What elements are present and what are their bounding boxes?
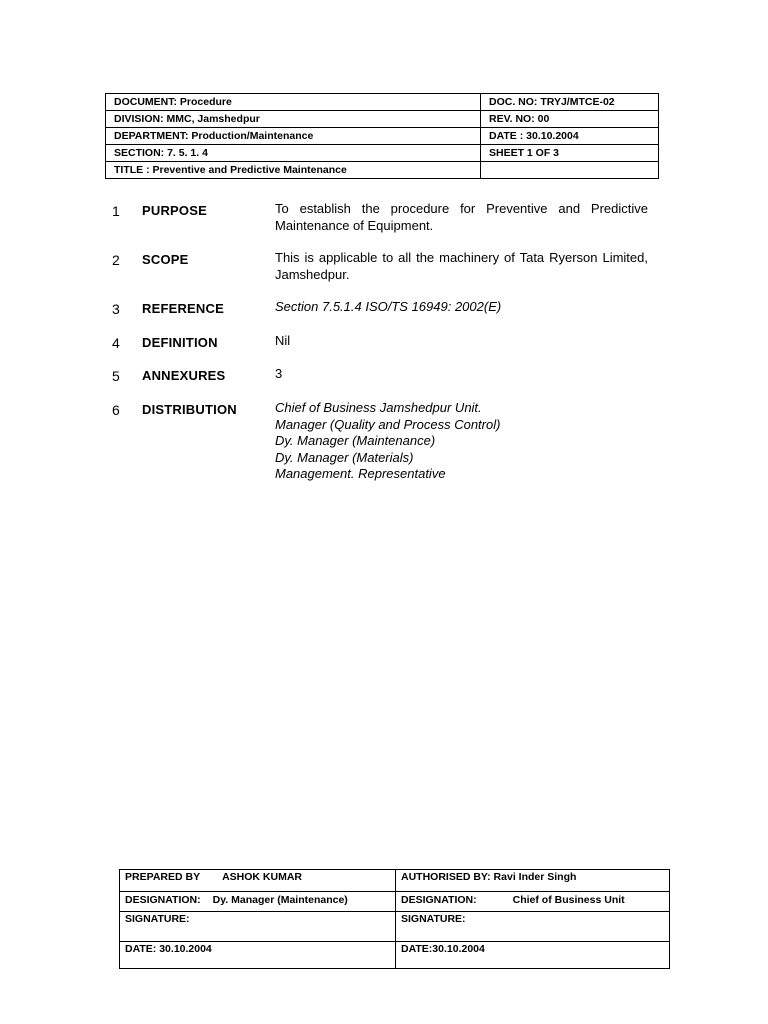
distribution-item: Manager (Quality and Process Control) — [275, 416, 501, 432]
footer-row — [120, 912, 670, 942]
header-date: DATE : 30.10.2004 — [481, 128, 659, 145]
header-section: SECTION: 7. 5. 1. 4 — [106, 145, 481, 162]
designation-right-cell — [396, 892, 670, 912]
section-value: To establish the procedure for Preventive and Predictive Maintenance of Equipment. — [275, 201, 648, 233]
prepared-by-cell — [120, 870, 396, 892]
footer-row — [120, 870, 670, 892]
header-row — [106, 145, 659, 162]
designation-label: DESIGNATION: — [125, 894, 201, 906]
prepared-by-label: PREPARED BY — [125, 871, 201, 883]
designation-right-value: Chief of Business Unit — [512, 894, 625, 906]
section-label: REFERENCE — [142, 301, 224, 316]
section-value: Nil — [275, 333, 291, 348]
section-label: DISTRIBUTION — [142, 402, 237, 417]
date-left-cell: DATE: 30.10.2004 — [120, 942, 396, 969]
section-label: PURPOSE — [142, 203, 207, 218]
distribution-item: Chief of Business Jamshedpur Unit. — [275, 400, 482, 415]
section-value: 3 — [275, 366, 283, 381]
section-number: 1 — [112, 203, 120, 219]
section-label: SCOPE — [142, 252, 189, 267]
section-number: 4 — [112, 335, 120, 351]
header-doc-no: DOC. NO: TRYJ/MTCE-02 — [481, 94, 659, 111]
designation-left-cell — [120, 892, 396, 912]
section-label: DEFINITION — [142, 335, 218, 350]
section-number: 6 — [112, 402, 120, 418]
header-rev-no: REV. NO: 00 — [481, 111, 659, 128]
designation-left-value: Dy. Manager (Maintenance) — [212, 894, 348, 906]
header-department: DEPARTMENT: Production/Maintenance — [106, 128, 481, 145]
header-row — [106, 94, 659, 111]
header-row — [106, 111, 659, 128]
section-value: Section 7.5.1.4 ISO/TS 16949: 2002(E) — [275, 299, 502, 314]
header-title: TITLE : Preventive and Predictive Maintenance — [106, 162, 481, 179]
header-document: DOCUMENT: Procedure — [106, 94, 481, 111]
distribution-item: Management. Representative — [275, 466, 446, 481]
signature-right-cell: SIGNATURE: — [396, 912, 670, 942]
section-number: 2 — [112, 252, 120, 268]
section-number: 5 — [112, 368, 120, 384]
prepared-by-name: ASHOK KUMAR — [222, 871, 302, 883]
signature-left-cell: SIGNATURE: — [120, 912, 396, 942]
distribution-item: Dy. Manager (Materials) — [275, 449, 414, 465]
approval-footer-table — [119, 869, 670, 969]
distribution-item: Dy. Manager (Maintenance) — [275, 433, 436, 448]
header-row — [106, 128, 659, 145]
section-label: ANNEXURES — [142, 368, 226, 383]
authorised-by-cell: AUTHORISED BY: Ravi Inder Singh — [396, 870, 670, 892]
section-value: This is applicable to all the machinery of Tata Ryerson Limited, Jamshedpur. — [275, 250, 648, 282]
footer-row — [120, 892, 670, 912]
header-empty-cell — [481, 162, 659, 179]
header-division: DIVISION: MMC, Jamshedpur — [106, 111, 481, 128]
footer-row — [120, 942, 670, 969]
header-row — [106, 162, 659, 179]
distribution-list — [275, 400, 648, 483]
section-number: 3 — [112, 301, 120, 317]
document-header-table — [105, 93, 659, 179]
designation-label: DESIGNATION: — [401, 894, 477, 906]
header-sheet: SHEET 1 OF 3 — [481, 145, 659, 162]
date-right-cell: DATE:30.10.2004 — [396, 942, 670, 969]
